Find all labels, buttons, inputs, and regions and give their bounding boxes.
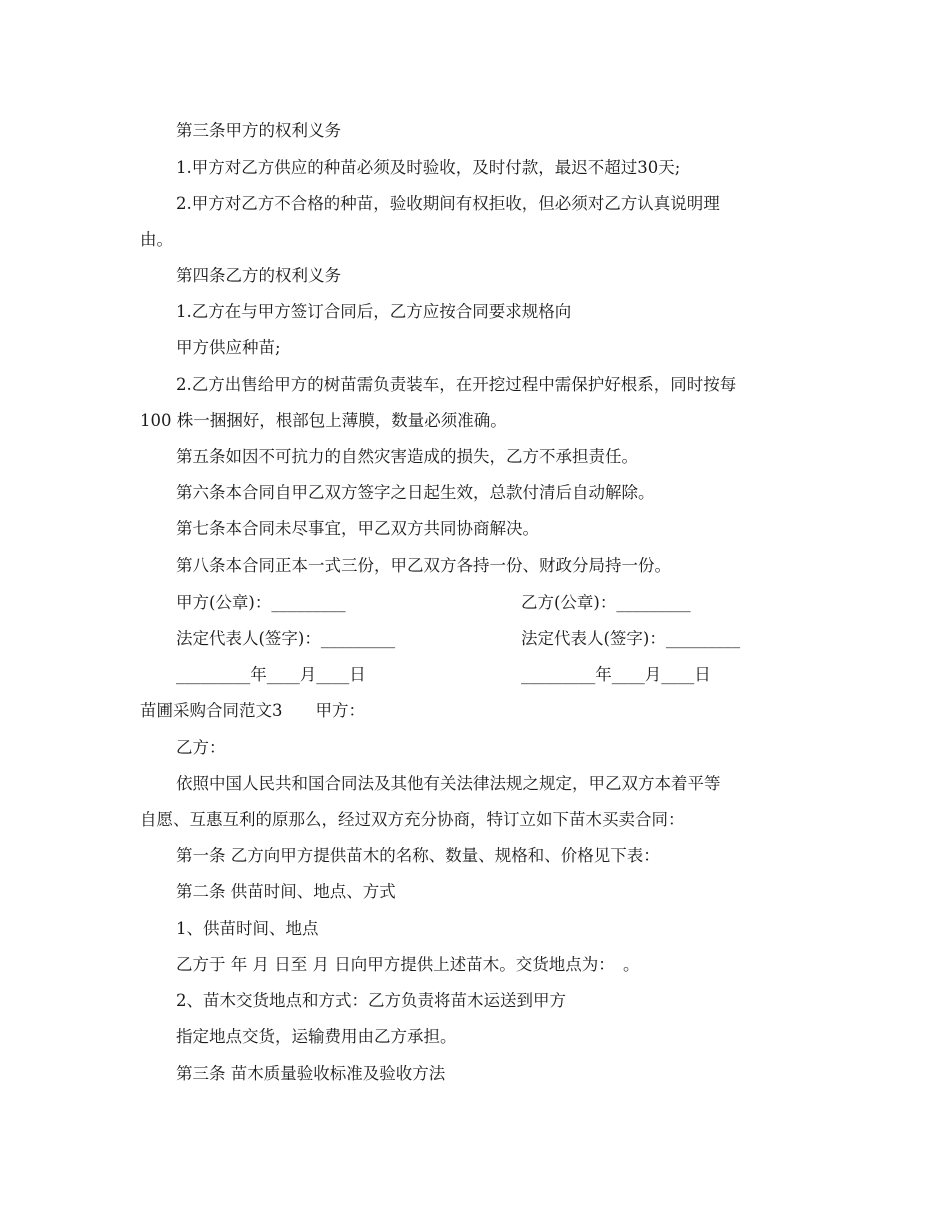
party-b-label: 乙方： (176, 738, 226, 757)
party-b-seal-field: 乙方(公章)：_________ (521, 593, 691, 612)
article-8: 第八条本合同正本一式三份，甲乙双方各持一份、财政分局持一份。 (176, 556, 671, 575)
contract-3-article-2-item-1-text: 乙方于 年 月 日至 月 日向甲方提供上述苗木。交货地点为： 。 (176, 955, 640, 974)
party-a-representative-field: 法定代表人(签字)：_________ (176, 629, 396, 648)
article-4-item-2: 2.乙方出售给甲方的树苗需负责装车，在开挖过程中需保护好根系，同时按每 (176, 375, 737, 394)
article-6: 第六条本合同自甲乙双方签字之日起生效，总款付清后自动解除。 (176, 483, 655, 502)
party-a-date-field: _________年____月____日 (176, 665, 366, 684)
party-b-representative-field: 法定代表人(签字)：_________ (521, 629, 741, 648)
contract-3-heading: 苗圃采购合同范文3 甲方： (140, 701, 365, 720)
article-3-item-1: 1.甲方对乙方供应的种苗必须及时验收，及时付款，最迟不超过30天; (176, 158, 681, 177)
contract-3-article-2-item-1: 1、供苗时间、地点 (176, 919, 319, 938)
article-4-item-2-cont: 100 株一捆捆好，根部包上薄膜，数量必须准确。 (140, 411, 507, 430)
article-7: 第七条本合同未尽事宜，甲乙双方共同协商解决。 (176, 519, 539, 538)
article-4-title: 第四条乙方的权利义务 (176, 266, 341, 285)
article-4-item-1-cont: 甲方供应种苗; (176, 338, 281, 357)
preamble: 依照中国人民共和国合同法及其他有关法律法规之规定，甲乙双方本着平等 (176, 774, 721, 793)
contract-3-article-2-item-2: 2、苗木交货地点和方式：乙方负责将苗木运送到甲方 (176, 991, 566, 1010)
contract-3-article-3: 第三条 苗木质量验收标准及验收方法 (176, 1064, 446, 1083)
article-3-title: 第三条甲方的权利义务 (176, 121, 341, 140)
article-3-item-2: 2.甲方对乙方不合格的种苗，验收期间有权拒收，但必须对乙方认真说明理 (176, 194, 720, 213)
article-3-item-2-cont: 由。 (140, 230, 173, 249)
party-a-seal-field: 甲方(公章)：_________ (176, 593, 346, 612)
preamble-cont: 自愿、互惠互利的原那么，经过双方充分协商，特订立如下苗木买卖合同： (140, 810, 685, 829)
article-4-item-1: 1.乙方在与甲方签订合同后，乙方应按合同要求规格向 (176, 302, 572, 321)
contract-3-article-2-item-2-cont: 指定地点交货，运输费用由乙方承担。 (176, 1027, 457, 1046)
contract-3-article-2: 第二条 供苗时间、地点、方式 (176, 882, 396, 901)
contract-3-article-1: 第一条 乙方向甲方提供苗木的名称、数量、规格和、价格见下表： (176, 846, 660, 865)
party-b-date-field: _________年____月____日 (521, 665, 711, 684)
article-5: 第五条如因不可抗力的自然灾害造成的损失，乙方不承担责任。 (176, 447, 638, 466)
